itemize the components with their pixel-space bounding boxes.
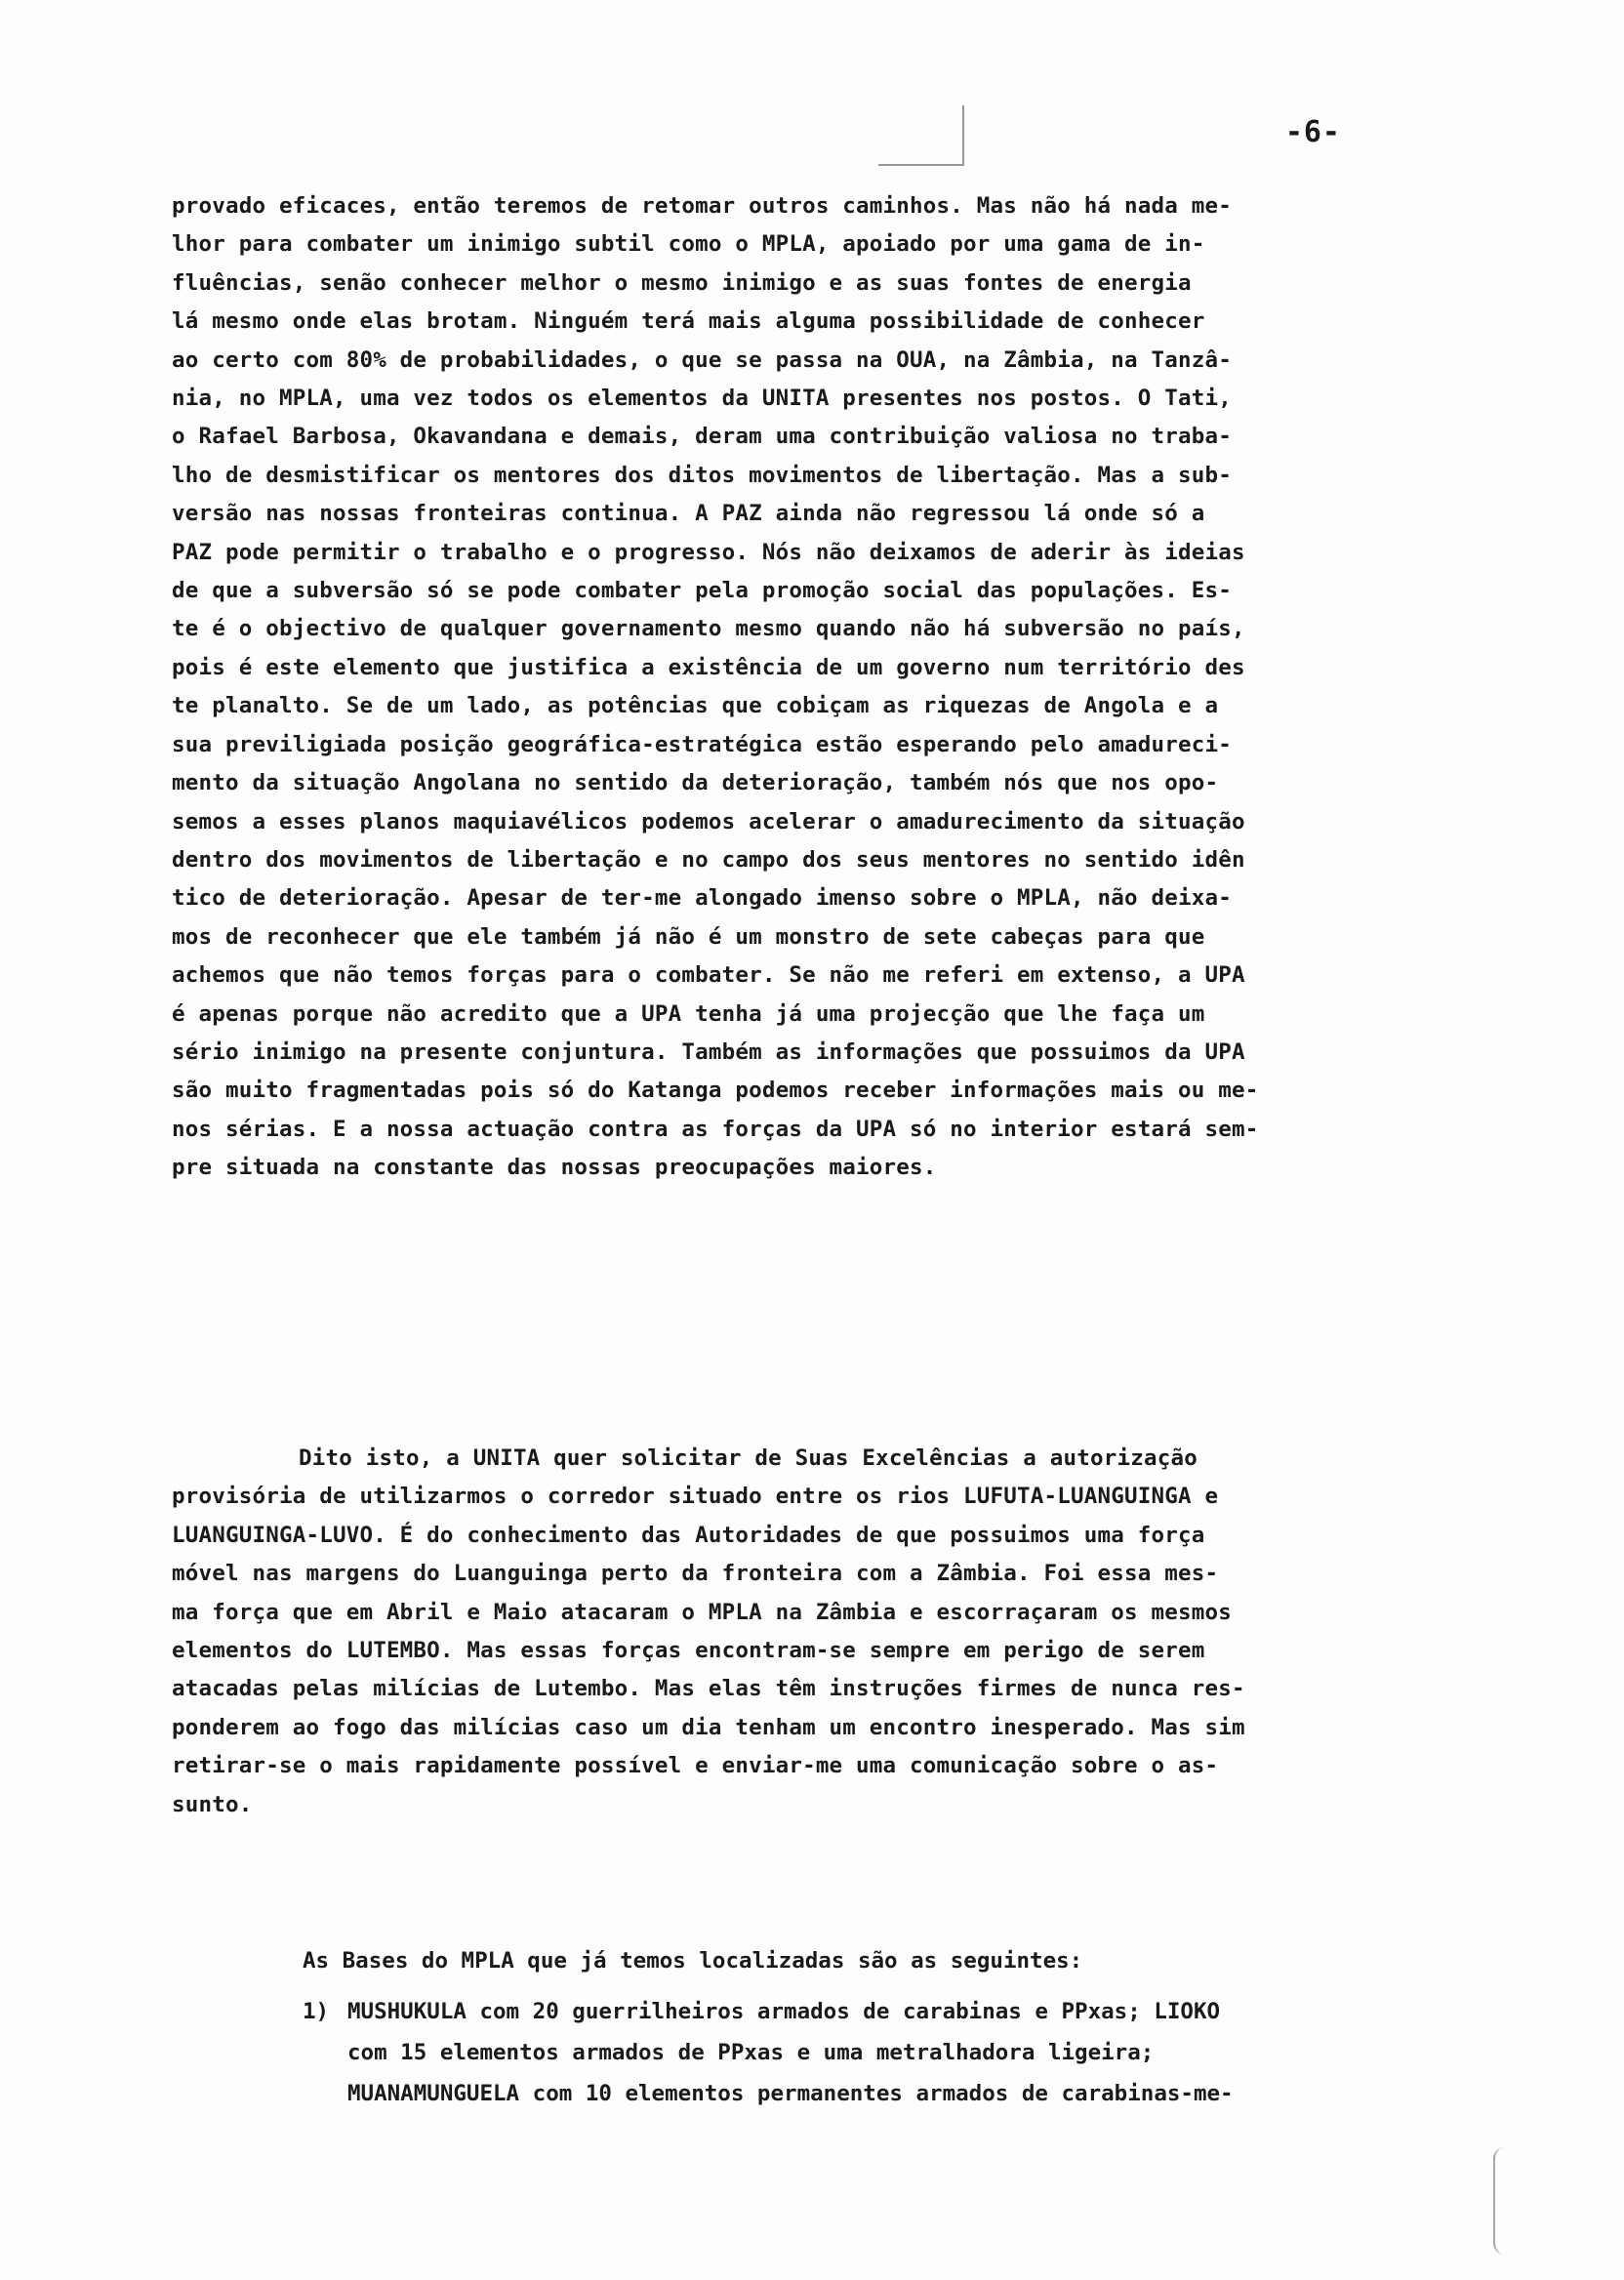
text-line: de que a subversão só se pode combater pela promoção social das populações. Es- (172, 578, 1232, 604)
list-item-line (303, 1991, 1405, 2032)
text-line: mento da situação Angolana no sentido da deterioração, também nós que nos opo- (172, 770, 1219, 796)
margin-handwritten-mark (1493, 2147, 1524, 2255)
list-item-line (303, 2032, 1405, 2073)
ink-stamp-mark (878, 105, 964, 166)
text-line: dentro dos movimentos de libertação e no campo dos seus mentores no sentido idên (172, 846, 1245, 873)
text-line: Dito isto, a UNITA quer solicitar de Suas Excelências a autorização (299, 1445, 1198, 1471)
list-item-line (303, 2073, 1405, 2114)
list-intro: As Bases do MPLA que já temos localizadas são as seguintes: (303, 1948, 1083, 1974)
text-line: ma força que em Abril e Maio atacaram o MPLA na Zâmbia e escorraçaram os mesmos (172, 1599, 1232, 1625)
text-line: nia, no MPLA, uma vez todos os elementos da UNITA presentes nos postos. O Tati, (172, 386, 1232, 412)
text-line: é apenas porque não acredito que a UPA tenha já uma projecção que lhe faça um (172, 1000, 1205, 1027)
text-line: lho de desmistificar os mentores dos ditos movimentos de libertação. Mas a sub- (172, 462, 1232, 488)
list-item-number: 1) (303, 1999, 330, 2024)
text-line: lá mesmo onde elas brotam. Ninguém terá mais alguma possibilidade de conhecer (172, 308, 1205, 335)
text-line: lhor para combater um inimigo subtil como o MPLA, apoiado por uma gama de in- (172, 231, 1205, 258)
text-line: provisória de utilizarmos o corredor situado entre os rios LUFUTA-LUANGUINGA e (172, 1484, 1219, 1510)
text-line: são muito fragmentadas pois só do Katanga podemos receber informações mais ou me- (172, 1078, 1259, 1104)
bases-list (303, 1991, 1405, 2114)
text-line: provado eficaces, então teremos de retomar outros caminhos. Mas não há nada me- (172, 193, 1232, 219)
text-line: pois é este elemento que justifica a existência de um governo num território des (172, 654, 1245, 680)
text-line: te planalto. Se de um lado, as potências que cobiçam as riquezas de Angola e a (172, 693, 1219, 719)
text-line: sua previligiada posição geográfica-estratégica estão esperando pelo amadureci- (172, 731, 1232, 757)
text-line: retirar-se o mais rapidamente possível e enviar-me uma comunicação sobre o as- (172, 1753, 1219, 1779)
text-line: sério inimigo na presente conjuntura. Também as informações que possuimos da UPA (172, 1038, 1245, 1065)
text-line: LUANGUINGA-LUVO. É do conhecimento das Autoridades de que possuimos uma força (172, 1522, 1205, 1548)
text-line: atacadas pelas milícias de Lutembo. Mas elas têm instruções firmes de nunca res- (172, 1676, 1245, 1702)
page-number: -6- (1284, 115, 1341, 149)
text-line: pre situada na constante das nossas preocupações maiores. (172, 1155, 937, 1181)
text-line: sunto. (172, 1791, 253, 1817)
text-line: móvel nas margens do Luanguinga perto da fronteira com a Zâmbia. Foi essa mes- (172, 1561, 1219, 1587)
text-line: achemos que não temos forças para o combater. Se não me referi em extenso, a UPA (172, 962, 1245, 989)
text-line: versão nas nossas fronteiras continua. A PAZ ainda não regressou lá onde só a (172, 501, 1205, 527)
paragraph-1 (172, 187, 1403, 1188)
text-line: nos sérias. E a nossa actuação contra as forças da UPA só no interior estará sem- (172, 1116, 1259, 1142)
text-line: fluências, senão conhecer melhor o mesmo inimigo e as suas fontes de energia (172, 269, 1192, 296)
text-line: PAZ pode permitir o trabalho e o progresso. Nós não deixamos de aderir às ideias (172, 539, 1245, 565)
paragraph-2 (172, 1440, 1403, 1824)
list-item-text: MUANAMUNGUELA com 10 elementos permanentes armados de carabinas-me- (347, 2081, 1234, 2106)
text-line: semos a esses planos maquiavélicos podemos acelerar o amadurecimento da situação (172, 808, 1245, 835)
text-line: te é o objectivo de qualquer governamento mesmo quando não há subversão no país, (172, 616, 1245, 642)
list-item-text: com 15 elementos armados de PPxas e uma metralhadora ligeira; (347, 2040, 1155, 2065)
text-line: ponderem ao fogo das milícias caso um dia tenham um encontro inesperado. Mas sim (172, 1714, 1245, 1740)
list-item-text: MUSHUKULA com 20 guerrilheiros armados de carabinas e PPxas; LIOKO (347, 1999, 1221, 2024)
text-line: o Rafael Barbosa, Okavandana e demais, deram uma contribuição valiosa no traba- (172, 424, 1232, 450)
text-line: mos de reconhecer que ele também já não é um monstro de sete cabeças para que (172, 923, 1205, 950)
text-line: tico de deterioração. Apesar de ter-me alongado imenso sobre o MPLA, não deixa- (172, 885, 1232, 912)
text-line: elementos do LUTEMBO. Mas essas forças encontram-se sempre em perigo de serem (172, 1638, 1205, 1664)
text-line: ao certo com 80% de probabilidades, o que se passa na OUA, na Zâmbia, na Tanzâ- (172, 346, 1232, 373)
